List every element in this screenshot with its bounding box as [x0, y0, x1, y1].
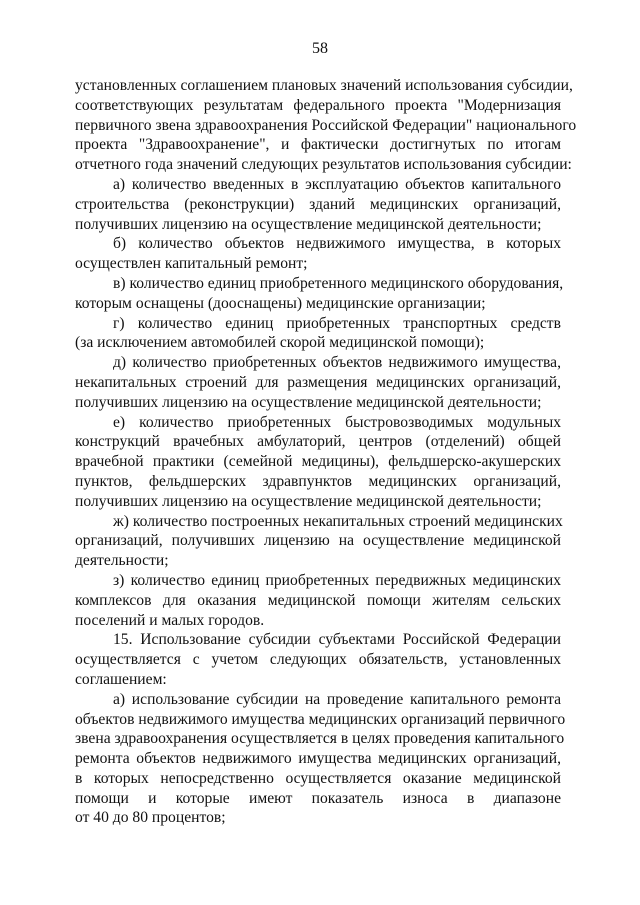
text-line: получивших лицензию на осуществление медицинской деятельности; [75, 215, 542, 233]
text-line: з) количество единиц приобретенных передвижных медицинских [113, 571, 561, 589]
text-line: получивших лицензию на осуществление медицинской деятельности; [75, 492, 542, 510]
paragraph [75, 690, 566, 829]
text-line: первичного звена здравоохранения Российской Федерации" национального [75, 116, 577, 134]
text-line: отчетного года значений следующих результатов использования субсидии: [75, 156, 572, 174]
paragraph [75, 175, 561, 234]
text-line: осуществляется с учетом следующих обязательств, установленных [75, 651, 561, 669]
text-line: строительства (реконструкции) зданий медицинских организаций, [75, 195, 561, 213]
text-line: помощи и которые имеют показатель износа в диапазоне [75, 789, 561, 807]
text-line: комплексов для оказания медицинской помощи жителям сельских [75, 591, 561, 609]
text-line: соответствующих результатам федерального проекта "Модернизация [75, 96, 561, 114]
text-line: деятельности; [75, 552, 169, 570]
text-line: получивших лицензию на осуществление медицинской деятельности; [75, 393, 542, 411]
paragraph [75, 413, 561, 512]
text-line: а) использование субсидии на проведение капитального ремонта [113, 690, 561, 708]
body-text [75, 76, 577, 828]
paragraph [75, 314, 561, 354]
text-line: звена здравоохранения осуществляется в целях проведения капитального [75, 730, 565, 748]
text-line: е) количество приобретенных быстровозводимых модульных [113, 413, 561, 431]
paragraph [75, 234, 561, 274]
paragraph [75, 274, 564, 314]
text-line: некапитальных строений для размещения медицинских организаций, [75, 373, 561, 391]
text-line: осуществлен капитальный ремонт; [75, 255, 308, 273]
text-line: которым оснащены (дооснащены) медицинские организации; [75, 294, 486, 312]
text-line: врачебной практики (семейной медицины), фельдшерско-акушерских [75, 453, 561, 471]
page-number: 58 [312, 40, 328, 57]
text-line: в которых непосредственно осуществляется оказание медицинской [75, 769, 561, 787]
text-line: поселений и малых городов. [75, 611, 265, 629]
text-line: организаций, получивших лицензию на осуществление медицинской [75, 532, 561, 550]
text-line: в) количество единиц приобретенного медицинского оборудования, [113, 274, 564, 292]
text-line: ж) количество построенных некапитальных строений медицинских [113, 512, 563, 530]
text-line: а) количество введенных в эксплуатацию объектов капитального [113, 175, 561, 193]
text-line: проекта "Здравоохранение", и фактически достигнутых по итогам [75, 136, 561, 154]
paragraph [75, 76, 577, 175]
paragraph [75, 512, 561, 571]
text-line: установленных соглашением плановых значений использования субсидии, [75, 77, 573, 94]
text-line: д) количество приобретенных объектов недвижимого имущества, [113, 354, 561, 372]
text-line: г) количество единиц приобретенных транспортных средств [113, 314, 561, 332]
text-line: пунктов, фельдшерских здравпунктов медицинских организаций, [75, 472, 561, 490]
text-line: 15. Использование субсидии субъектами Российской Федерации [113, 631, 561, 649]
text-line: от 40 до 80 процентов; [75, 809, 226, 827]
text-line: объектов недвижимого имущества медицинских организаций первичного [75, 710, 566, 728]
text-line: ремонта объектов недвижимого имущества медицинских организаций, [75, 750, 561, 768]
paragraph [75, 630, 561, 689]
text-line: б) количество объектов недвижимого имущества, в которых [113, 235, 561, 253]
paragraph [75, 571, 561, 630]
paragraph [75, 353, 561, 412]
text-line: (за исключением автомобилей скорой медицинской помощи); [75, 334, 485, 352]
text-line: соглашением: [75, 670, 167, 688]
text-line: конструкций врачебных амбулаторий, центров (отделений) общей [75, 433, 561, 451]
